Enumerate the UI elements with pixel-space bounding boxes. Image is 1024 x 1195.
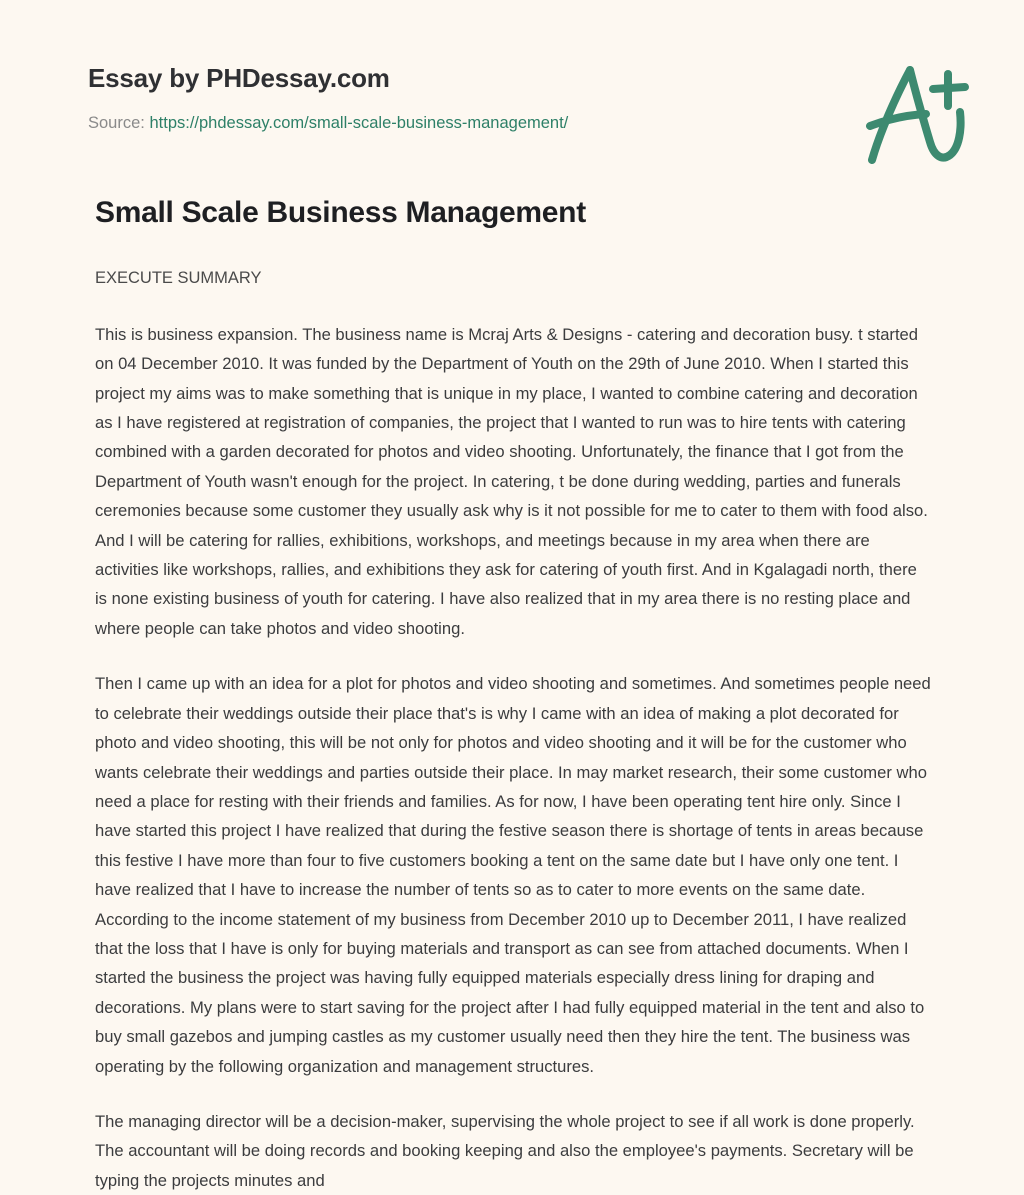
a-plus-logo-icon: [858, 60, 978, 170]
source-line: [88, 114, 936, 134]
brand-title: Essay by PHDessay.com: [88, 63, 390, 93]
source-url-link[interactable]: https://phdessay.com/small-scale-business-management/: [149, 113, 569, 132]
document-body: [88, 195, 936, 1195]
source-label: Source:: [88, 113, 145, 132]
page-title: Small Scale Business Management: [95, 196, 586, 230]
section-heading-execute-summary: EXECUTE SUMMARY: [95, 269, 262, 288]
page-header: [88, 0, 936, 133]
essay-paragraph: The managing director will be a decision-maker, supervising the whole project to see if all work is done properly. The accountant will be doing records and booking keeping and also the employee's payments. Secretary will be typing the projects minutes and: [95, 1111, 915, 1190]
essay-paragraph: Then I came up with an idea for a plot for photos and video shooting and sometimes. And sometimes people need to celebrate their weddings outside their place that's is why I came with an idea of making a plot decorated for photo and video shooting, this will be not only for photos and video shooting and it will be for the customer who wants celebrate their weddings and parties outside their place. In may market research, their some customer who need a place for resting with their friends and families. As for now, I have been operating tent hire only. Since I have started this project I have realized that during the festive season there is shortage of tents in areas because this festive I have more than four to five customers booking a tent on the same date but I have only one tent. I have realized that I have to increase the number of tents so as to cater to more events on the same date. According to the income statement of my business from December 2010 up to December 2011, I have realized that the loss that I have is only for buying materials and transport as can see from attached documents. When I started the business the project was having fully equipped materials especially dress lining for draping and decorations. My plans were to start saving for the project after I had fully equipped material in the tent and also to buy small gazebos and jumping castles as my customer usually need then they hire the tent. The business was operating by the following organization and management structures.: [95, 674, 931, 1076]
essay-paragraph: This is business expansion. The business name is Mcraj Arts & Designs - catering and decoration busy. t started on 04 December 2010. It was funded by the Department of Youth on the 29th of June 2010. When I started this project my aims was to make something that is unique in my place, I wanted to combine catering and decoration as I have registered at registration of companies, the project that I wanted to run was to hire tents with catering combined with a garden decorated for photos and video shooting. Unfortunately, the finance that I got from the Department of Youth wasn't enough for the project. In catering, t be done during wedding, parties and funerals ceremonies because some customer they usually ask why is it not possible for me to cater to them with food also. And I will be catering for rallies, exhibitions, workshops, and meetings because in my area when there are activities like workshops, rallies, and exhibitions they ask for catering of youth first. And in Kgalagadi north, there is none existing business of youth for catering. I have also realized that in my area there is no resting place and where people can take photos and video shooting.: [95, 324, 928, 638]
